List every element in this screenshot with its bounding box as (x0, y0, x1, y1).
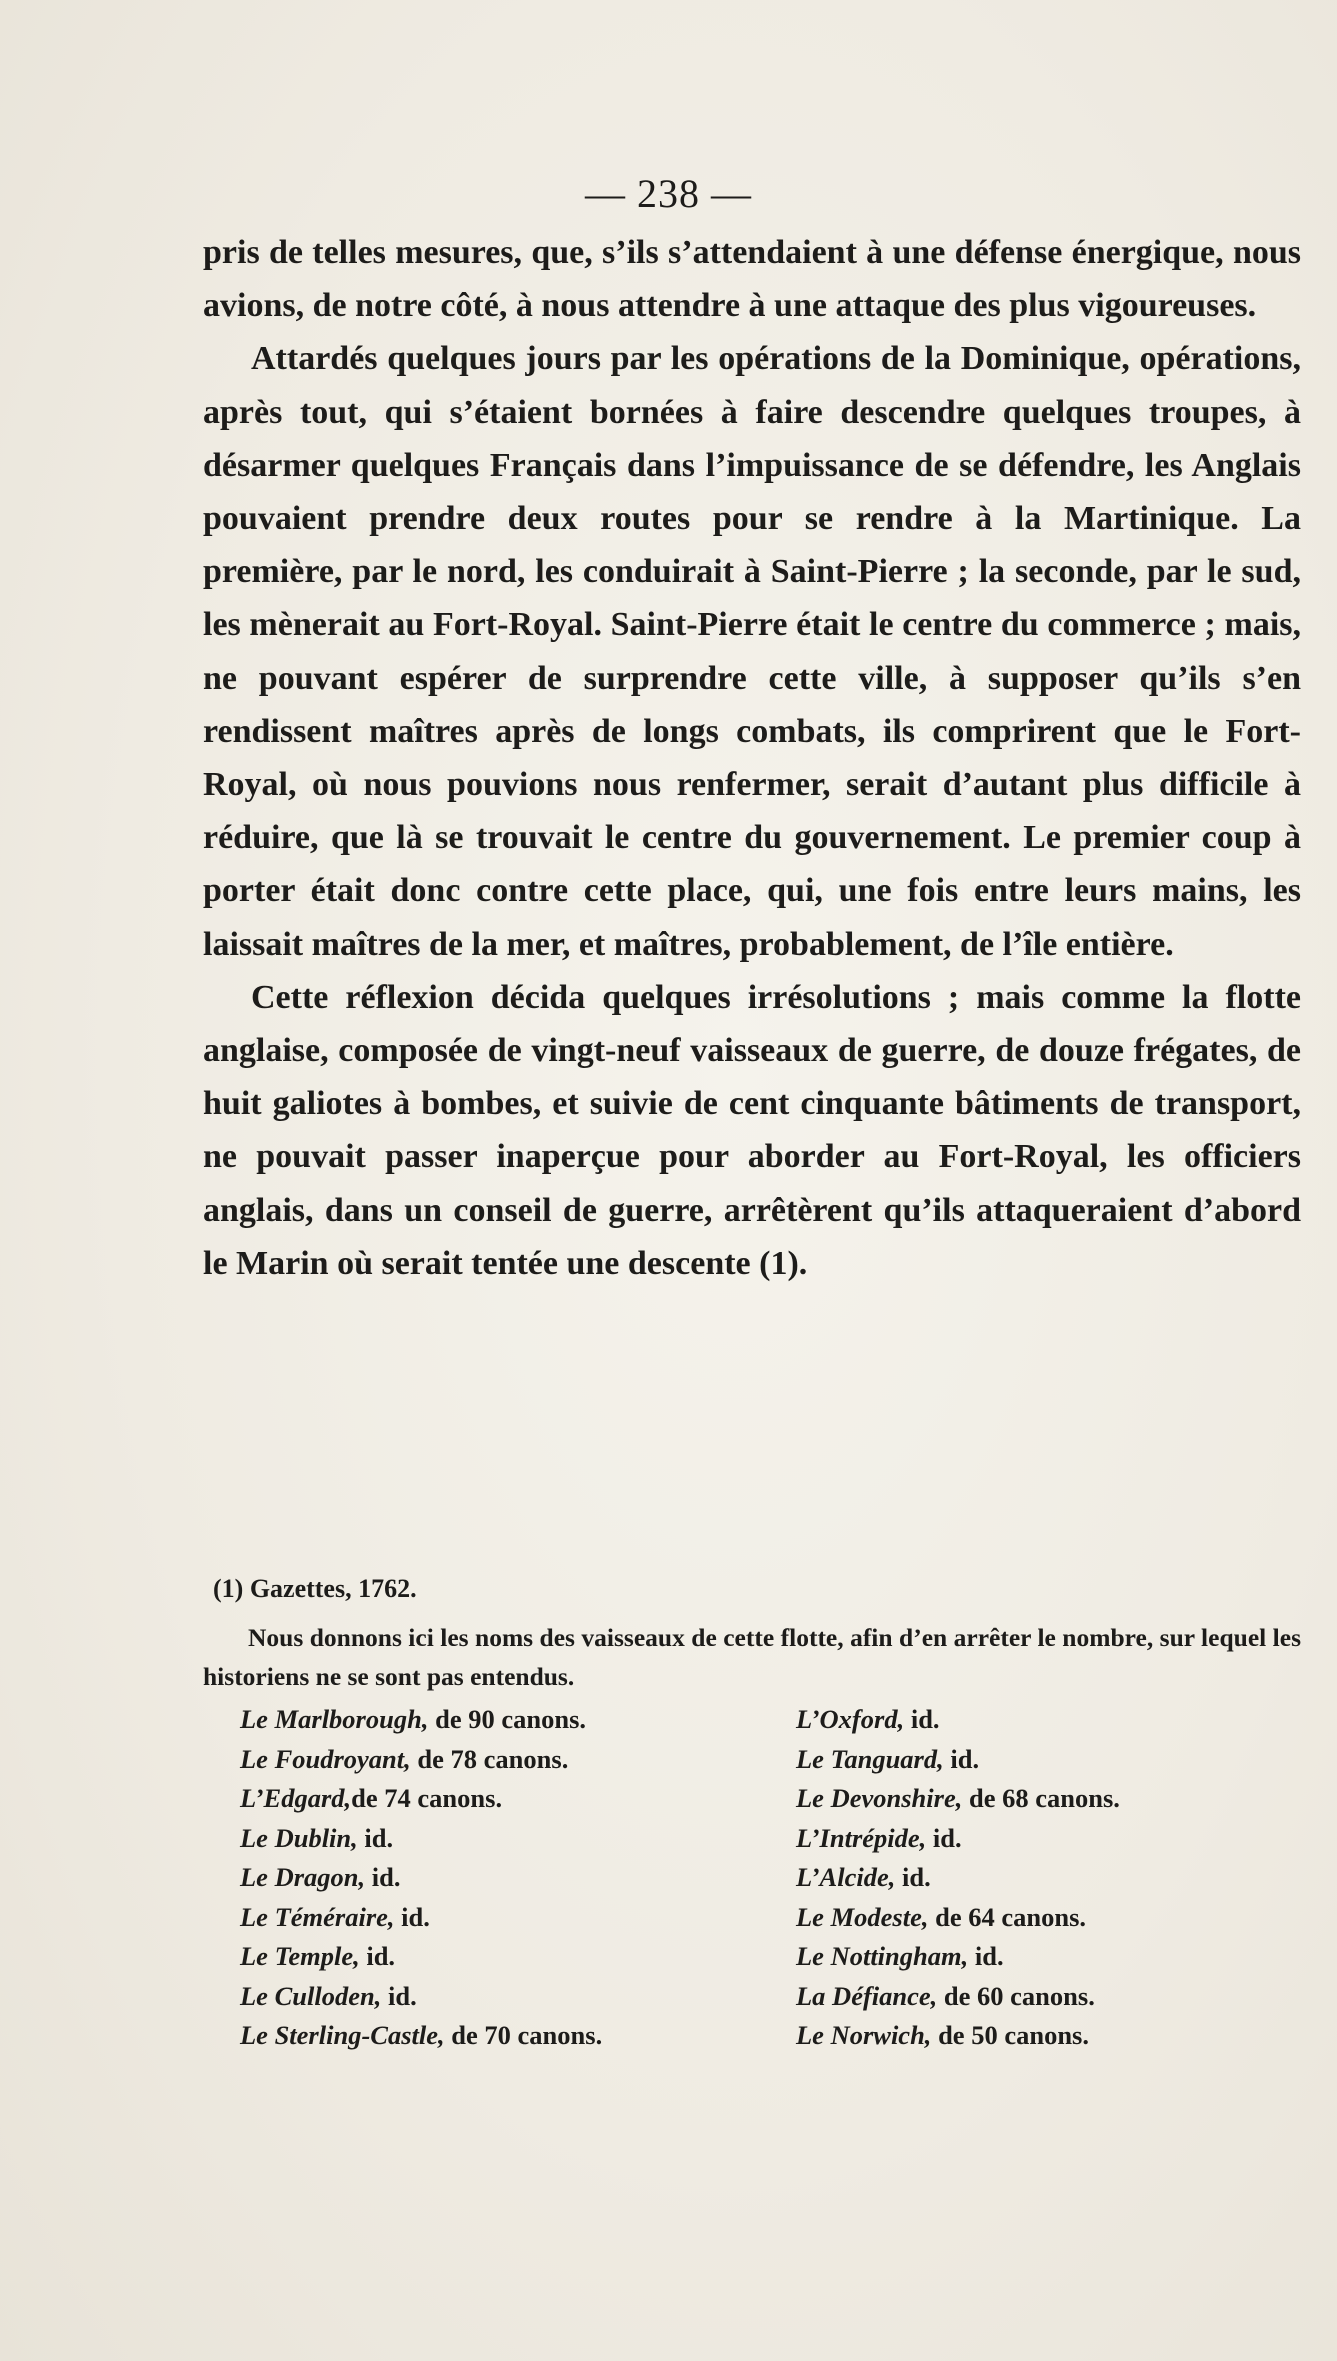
ship-detail: de 50 canons. (931, 2020, 1089, 2050)
ship-name: Le Modeste, (796, 1901, 929, 1932)
ship-detail: de 64 canons. (928, 1901, 1087, 1932)
ship-entry (796, 1740, 1301, 1780)
ship-name: La Défiance, (796, 1980, 938, 2011)
footnote-block (203, 1570, 1301, 1696)
ship-entry (240, 1779, 796, 1819)
paragraph-continuation: pris de telles mesures, que, s’ils s’attendaient à une défense énergique, nous avions, de notre côté, à nous attendre à une attaque des plus vigoureuses. (203, 234, 1301, 325)
ship-name: Le Norwich, (796, 2020, 932, 2050)
ship-entry (796, 1858, 1301, 1898)
ship-name: Le Sterling-Castle, (240, 2020, 445, 2050)
page-number: — 238 — (585, 171, 752, 216)
ship-detail: de 74 canons. (351, 1783, 503, 1813)
ship-detail: id. (381, 1980, 417, 2011)
ship-detail: id. (943, 1743, 980, 1774)
ship-list (240, 1700, 1301, 2056)
paragraph-decision: Cette réflexion décida quelques irrésolutions ; mais comme la flotte anglaise, composée de vingt-neuf vaisseaux de guerre, de douze frégates, de huit galiotes à bombes, et suivie de cent cinquante bâtiments de transport, ne pouvait passer inaperçue pour aborder au Fort-Royal, les officiers anglais, dans un conseil de guerre, arrêtèrent qu’ils attaqueraient d’abord le Marin où serait tentée une descente (1). (203, 978, 1301, 1282)
ship-entry (796, 1819, 1301, 1859)
ship-entry (796, 1977, 1301, 2017)
ship-detail: id. (904, 1704, 940, 1734)
ship-detail: id. (895, 1862, 931, 1892)
ship-detail: de 68 canons. (962, 1783, 1120, 1813)
ship-name: Le Dublin, (240, 1822, 358, 1853)
ship-name: L’Alcide, (796, 1862, 896, 1892)
ship-detail: id. (394, 1901, 430, 1932)
ship-detail: id. (357, 1822, 394, 1853)
ship-entry (240, 1937, 796, 1977)
ship-name: Le Dragon, (240, 1862, 366, 1892)
ship-entry (240, 1819, 796, 1859)
ship-detail: id. (926, 1822, 962, 1853)
ship-detail: de 70 canons. (444, 2020, 603, 2050)
ship-entry (240, 1700, 796, 1740)
ship-name: L’Edgard, (240, 1783, 352, 1813)
ship-name: Le Marlborough, (240, 1704, 429, 1734)
ship-name: Le Tanguard, (796, 1743, 944, 1774)
ship-entry (240, 1858, 796, 1898)
ship-detail: id. (359, 1941, 396, 1971)
ship-detail: de 78 canons. (410, 1743, 569, 1774)
paragraph-route: Attardés quelques jours par les opérations de la Dominique, opérations, après tout, qui s’étaient bornées à faire descendre quelques troupes, à désarmer quelques Français dans l’impuissance de se défendre, les Anglais pouvaient prendre deux routes pour se rendre à la Martinique. La première, par le nord, les conduirait à Saint-Pierre ; la seconde, par le sud, les mènerait au Fort-Royal. Saint-Pierre était le centre du commerce ; mais, ne pouvant espérer de surprendre cette ville, à supposer qu’ils s’en rendissent maîtres après de longs combats, ils comprirent que le Fort-Royal, où nous pouvions nous renfermer, serait d’autant plus difficile à réduire, que là se trouvait le centre du gouvernement. Le premier coup à porter était donc contre cette place, qui, une fois entre leurs mains, les laissait maîtres de la mer, et maîtres, probablement, de l’île entière. (203, 340, 1301, 963)
ship-detail: id. (365, 1862, 401, 1892)
ship-name: Le Nottingham, (796, 1941, 969, 1971)
ship-entry (240, 1898, 796, 1938)
ship-name: L’Intrépide, (796, 1822, 927, 1853)
footnote-text: Nous donnons ici les noms des vaisseaux de cette flotte, afin d’en arrêter le nombre, sur lequel les historiens ne se sont pas entendus. (203, 1623, 1301, 1691)
ship-detail: id. (968, 1941, 1004, 1971)
main-text (203, 226, 1301, 1290)
footnote-reference: (1) Gazettes, 1762. (213, 1574, 417, 1603)
ship-name: L’Oxford, (796, 1704, 905, 1734)
ship-name: Le Foudroyant, (240, 1743, 411, 1774)
ship-name: Le Téméraire, (240, 1901, 395, 1932)
ship-name: Le Devonshire, (796, 1783, 963, 1813)
ship-entry (240, 1740, 796, 1780)
ship-entry (796, 1937, 1301, 1977)
ship-entry (796, 1779, 1301, 1819)
ship-name: Le Temple, (240, 1941, 360, 1971)
ship-entry (240, 1977, 796, 2017)
ship-entry (240, 2016, 796, 2056)
ship-entry (796, 2016, 1301, 2056)
ship-detail: de 90 canons. (428, 1704, 587, 1734)
ship-name: Le Culloden, (240, 1980, 382, 2011)
ship-entry (796, 1898, 1301, 1938)
ship-detail: de 60 canons. (937, 1980, 1095, 2011)
ship-entry (796, 1700, 1301, 1740)
